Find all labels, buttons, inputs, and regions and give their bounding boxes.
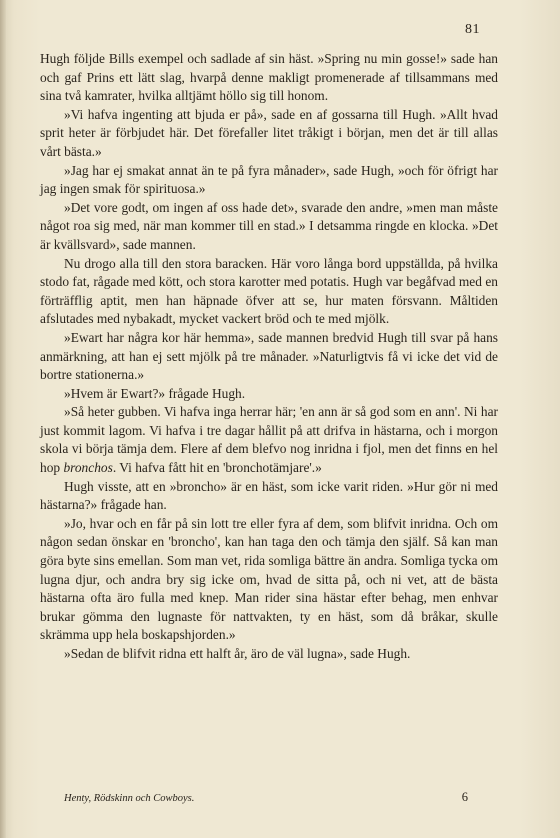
paragraph: »Hvem är Ewart?» frågade Hugh. bbox=[64, 385, 246, 401]
paragraph-with-italic bbox=[40, 403, 498, 477]
page-number: 81 bbox=[465, 22, 480, 37]
page-footer bbox=[64, 790, 468, 805]
paragraph: »Vi hafva ingenting att bjuda er på», sade en af gossarna till Hugh. »Allt hvad sprit heter är förbjudet här. Det förefaller litet tråkigt i början, men det är till allas vårt bästa.» bbox=[40, 106, 498, 159]
paragraph-text: »Så heter gubben. Vi hafva inga herrar här; 'en ann är så god som en ann'. Ni har just kommit lagom. Vi hafva i tre dagar hållit på att drifva in hästarna, och i morgon skola vi börja tämja dem. Flere af dem blefvo nog inridna i fjol, men det finns en hel hop bbox=[40, 404, 498, 476]
paragraph: »Jo, hvar och en får på sin lott tre eller fyra af dem, som blifvit inridna. Och om någon sedan önskar en 'broncho', kan han taga den och tämja den själf. Så kan man göra byte sins emellan. Som man vet, rida somliga bättre än andra. Somliga tycka om lugna djur, och andra bry sig icke om, hvad de sitta på, och ni vet, att de bästa hästarna ofta äro fulla med knep. Man rider sina hästar efter behag, men enhvar brukar gömma den lugnaste för nattvakten, ty en häst, som då bråkar, skulle skrämma upp hela boskapshjorden.» bbox=[40, 515, 498, 643]
paragraph: Nu drogo alla till den stora baracken. Här voro långa bord uppställda, på hvilka stodo fat, rågade med kött, och stora karotter med potatis. Hugh var begåfvad med en förträfflig aptit, men han häpnade öfver att se, hur maten försvann. Måltiden afslutades med nybakadt, mycket vackert bröd och te med mjölk. bbox=[40, 255, 498, 327]
italic-word: bronchos bbox=[63, 460, 113, 476]
signature-mark: 6 bbox=[461, 790, 468, 804]
footer-book-title: Henty, Rödskinn och Cowboys. bbox=[64, 793, 195, 804]
paragraph: Hugh följde Bills exempel och sadlade af sin häst. »Spring nu min gosse!» sade han och gaf Prins ett lätt slag, hvarpå denne makligt promenerade af tillsammans med sina två kamrater, hvilka alltjämt höllo sig till honom. bbox=[40, 51, 498, 104]
body-text bbox=[40, 50, 498, 664]
paragraph: »Det vore godt, om ingen af oss hade det», svarade den andre, »men man måste något roa sig med, när man kommer till en stad.» I detsamma ringde en klocka. »Det är kvällsvard», sade mannen. bbox=[40, 199, 498, 252]
paragraph: »Ewart har några kor här hemma», sade mannen bredvid Hugh till svar på hans anmärkning, att han ej sett mjölk på tre månader. »Naturligtvis få vi icke det vid de bortre stationerna.» bbox=[40, 329, 498, 383]
paragraph-tail: . Vi hafva fått hit en 'bronchotämjare'.» bbox=[112, 460, 322, 476]
paragraph: »Jag har ej smakat annat än te på fyra månader», sade Hugh, »och för öfrigt har jag ingen smak för spirituosa.» bbox=[40, 162, 498, 197]
page-binding-edge bbox=[0, 0, 6, 838]
paragraph: »Sedan de blifvit ridna ett halft år, äro de väl lugna», sade Hugh. bbox=[64, 646, 411, 661]
paragraph: Hugh visste, att en »broncho» är en häst, som icke varit riden. »Hur gör ni med hästarna?» frågade han. bbox=[40, 478, 498, 513]
